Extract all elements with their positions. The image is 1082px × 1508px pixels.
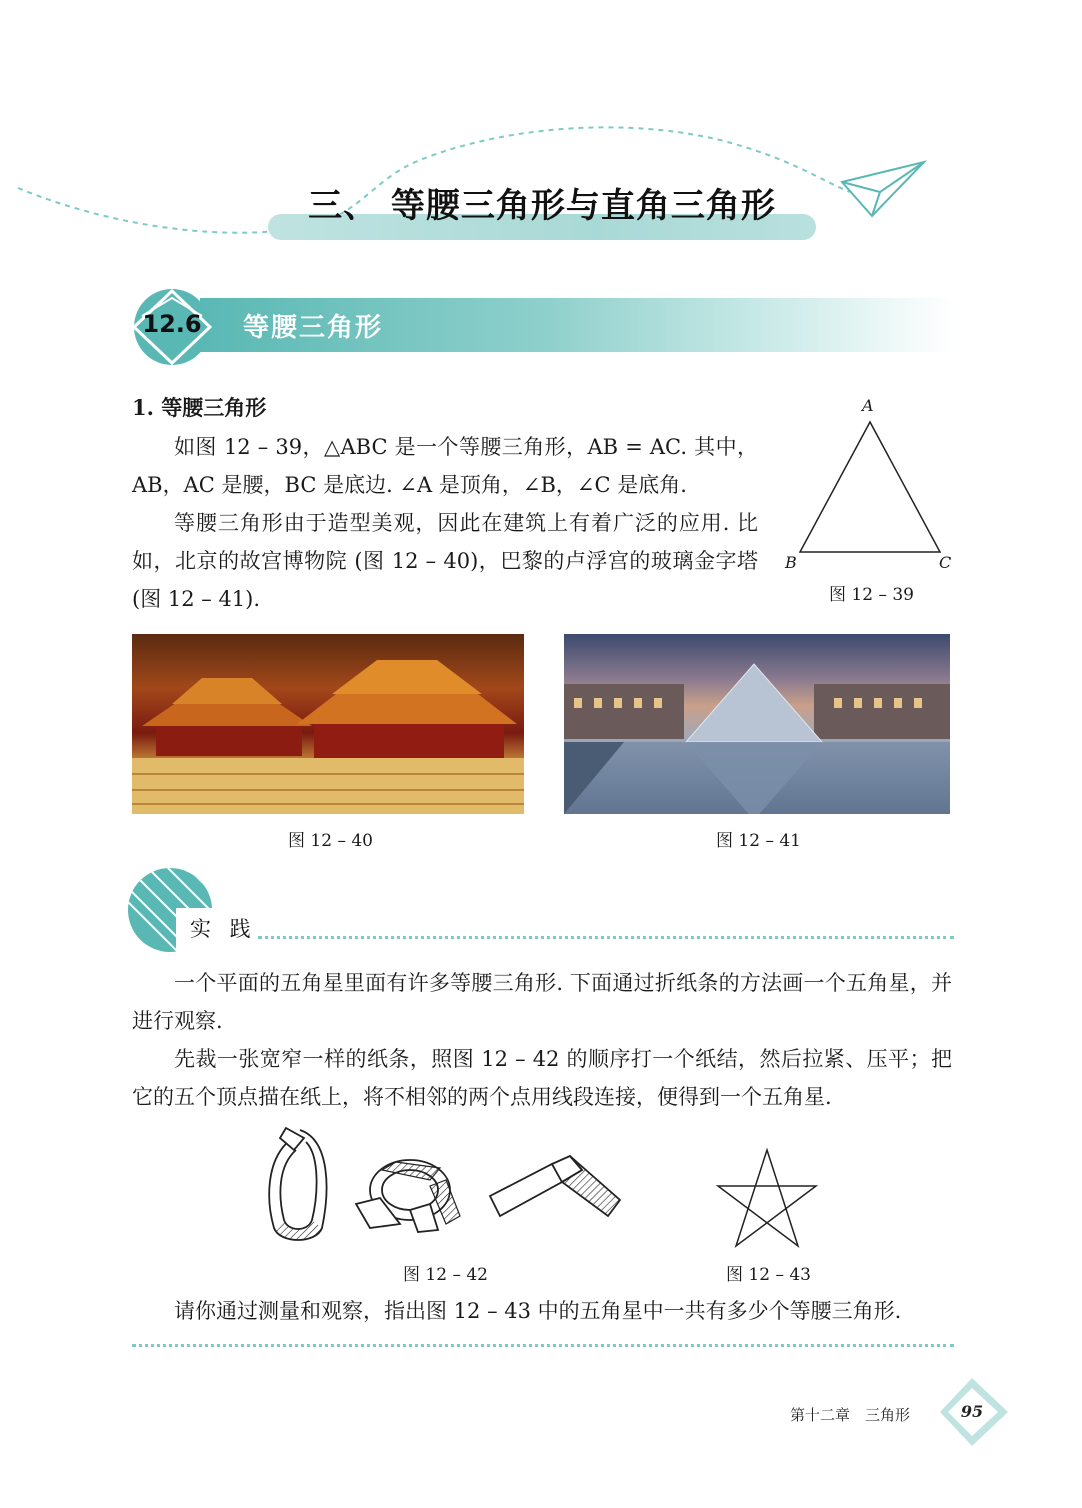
vertex-label-b: B [785, 553, 797, 572]
figure-12-42-caption: 图 12 – 42 [403, 1265, 488, 1285]
subsection-heading: 1. 等腰三角形 [132, 395, 267, 420]
paper-plane-icon [842, 162, 924, 216]
practice-dotted-rule [258, 936, 954, 939]
vertex-label-c: C [939, 553, 952, 572]
chapter-title: 三、 等腰三角形与直角三角形 [308, 186, 776, 226]
figure-12-39-caption: 图 12 – 39 [829, 585, 914, 605]
paragraph-architecture: 等腰三角形由于造型美观，因此在建筑上有着广泛的应用. 比如，北京的故宫博物院 (图 12 – 40)，巴黎的卢浮宫的玻璃金字塔 (图 12 – 41). [132, 511, 758, 611]
knot-step-3 [490, 1156, 620, 1216]
page-number: 95 [960, 1402, 984, 1421]
knot-step-1 [269, 1128, 326, 1240]
figure-12-43-caption: 图 12 – 43 [726, 1265, 811, 1285]
body-text-block [132, 428, 758, 618]
paper-knot-steps-figure [260, 1120, 630, 1255]
figure-12-40-caption: 图 12 – 40 [288, 831, 373, 851]
pentagram-figure [712, 1146, 822, 1250]
practice-paragraph-steps: 先裁一张宽窄一样的纸条，照图 12 – 42 的顺序打一个纸结，然后拉紧、压平；把它的五个顶点描在纸上，将不相邻的两个点用线段连接，便得到一个五角星. [132, 1047, 952, 1109]
isosceles-triangle-figure [780, 396, 960, 576]
practice-title: 实 践 [190, 917, 257, 941]
practice-end-dotted-rule [132, 1344, 954, 1347]
practice-question: 请你通过测量和观察，指出图 12 – 43 中的五角星中一共有多少个等腰三角形. [174, 1299, 902, 1323]
louvre-pyramid-photo [564, 634, 950, 814]
paragraph-definition: 如图 12 – 39，△ABC 是一个等腰三角形，AB = AC. 其中，AB，AC 是腰，BC 是底边. ∠A 是顶角，∠B，∠C 是底角. [132, 435, 758, 497]
vertex-label-a: A [862, 396, 874, 415]
section-title: 等腰三角形 [243, 313, 384, 343]
knot-step-2 [356, 1160, 460, 1232]
footer-chapter-label: 第十二章 三角形 [790, 1406, 911, 1424]
section-number: 12.6 [142, 310, 202, 338]
forbidden-city-photo [132, 634, 524, 814]
figure-12-41-caption: 图 12 – 41 [716, 831, 801, 851]
practice-paragraph-intro: 一个平面的五角星里面有许多等腰三角形. 下面通过折纸条的方法画一个五角星，并进行观察. [132, 971, 952, 1033]
